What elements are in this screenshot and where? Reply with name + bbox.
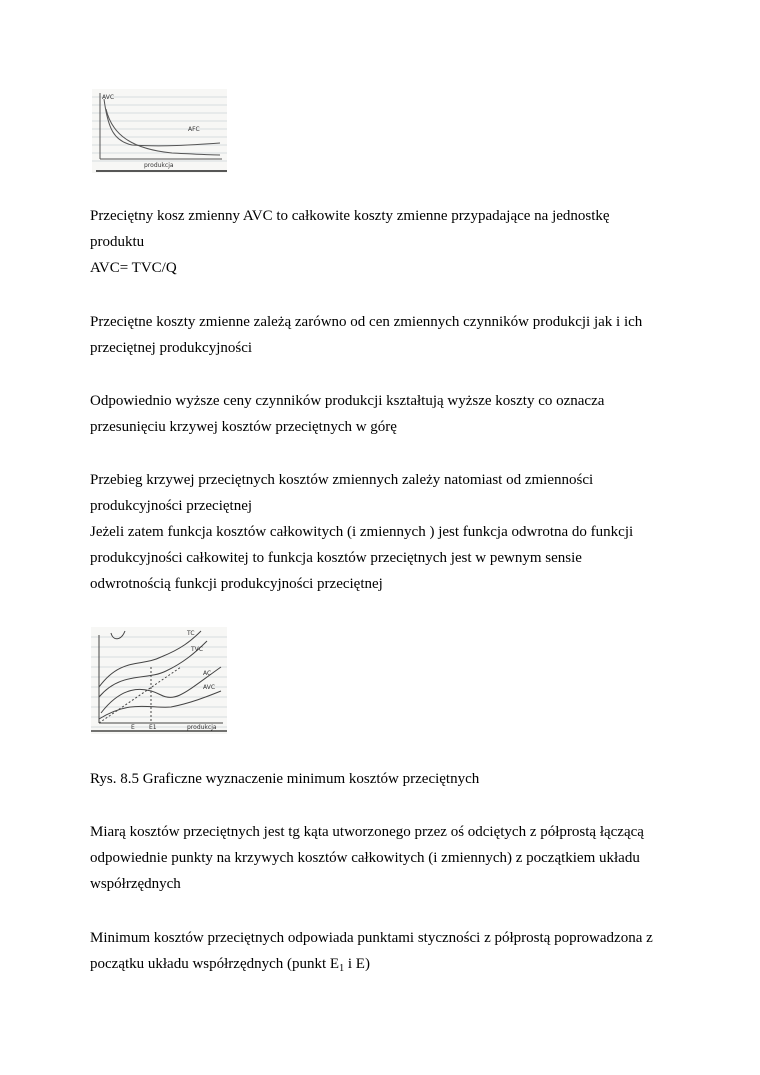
sketch2-label: E1 [149,724,157,731]
sketch2-label: TVC [191,646,203,653]
sketch-avc-graph [92,89,227,173]
paragraph-avc-definition: Przeciętny kosz zmienny AVC to całkowite koszty zmienne przypadające na jednostkę produktu AVC= TVC/Q [90,203,690,281]
paragraph-measure: Miarą kosztów przeciętnych jest tg kąta utworzonego przez oś odciętych z półprostą łączącą odpowiednie punkty na krzywych kosztów całkowitych (i zmiennych) z początkiem układu współrzędnych [90,824,644,892]
sketch2-label: TC [187,630,195,637]
sketch2-label: AC [203,670,212,677]
sketch-avc-drawing [92,89,227,173]
sketch1-label: AVC [102,94,115,101]
paragraph-curve-course: Przebieg krzywej przeciętnych kosztów zmiennych zależy natomiast od zmienności produkcyjności przeciętnej Jeżeli zatem funkcja kosztów całkowitych (i zmiennych ) jest funkcja odwrotna do funkcji produkcyjności całkowitej to funkcja kosztów przeciętnych jest w pewnym sensie odwrotnością funkcji produkcyjności przeciętnej [90,472,634,592]
figure-caption: Rys. 8.5 Graficzne wyznaczenie minimum kosztów przeciętnych [90,771,480,787]
paragraph-higher-prices: Odpowiednio wyższe ceny czynników produkcji kształtują wyższe koszty co oznacza przesunięciu krzywej kosztów przeciętnych w górę [90,393,605,435]
sketch-cost-curves [91,627,227,734]
sketch2-label: produkcja [187,724,217,731]
sketch2-label: E [131,724,135,731]
avc-formula: AVC= TVC/Q [90,260,177,276]
sketch1-label: produkcja [144,162,174,169]
paragraph-dependence: Przeciętne koszty zmienne zależą zarówno od cen zmiennych czynników produkcji jak i ich przeciętnej produkcyjności [90,314,643,356]
subscript-1: 1 [339,963,345,974]
sketch1-label: AFC [188,126,200,133]
sketch-cost-drawing [91,627,227,734]
sketch2-label: AVC [203,684,216,691]
paragraph-minimum: Minimum kosztów przeciętnych odpowiada punktami styczności z półprostą poprowadzona z początku układu współrzędnych (punkt $E_1$ i E) [90,930,653,974]
